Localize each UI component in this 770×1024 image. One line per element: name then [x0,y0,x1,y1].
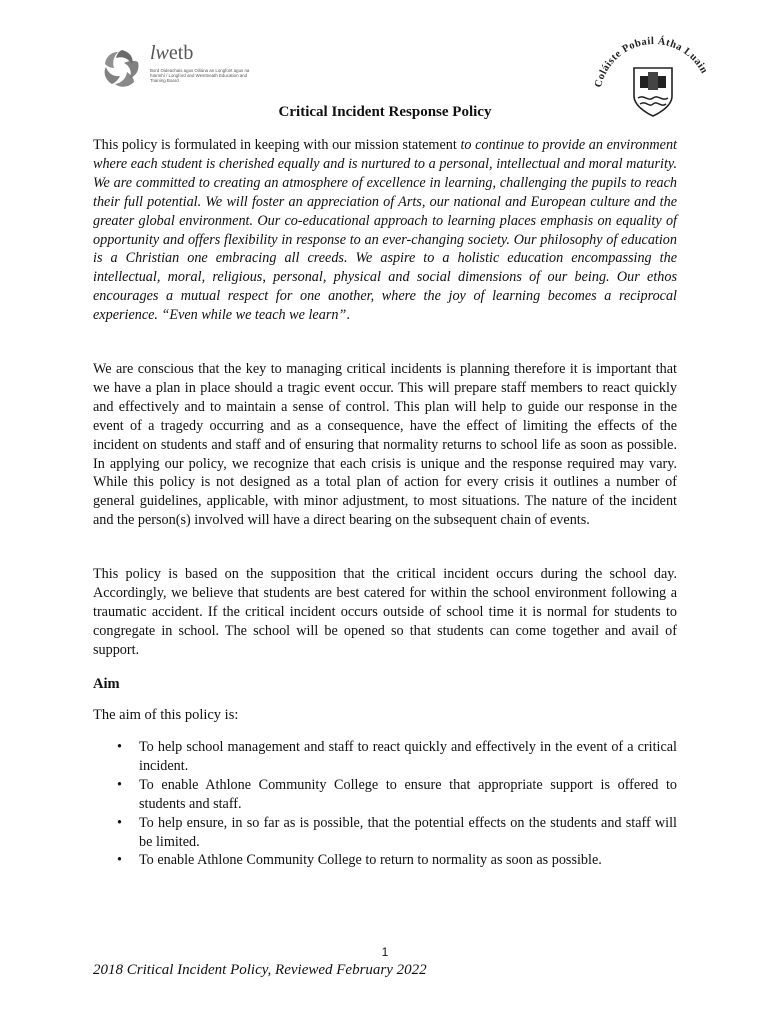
page-footer: 2018 Critical Incident Policy, Reviewed February 2022 [93,962,427,978]
aim-heading: Aim [93,676,120,692]
aim-intro: The aim of this policy is: [93,707,239,723]
swirl-emblem-icon [100,46,144,90]
intro-lead: This policy is formulated in keeping with our mission statement [93,137,461,153]
page-number: 1 [381,945,389,959]
document-title: Critical Incident Response Policy [278,104,492,120]
bullet-icon: • [117,739,122,755]
intro-paragraph: This policy is formulated in keeping with our mission statement to continue to provide an environment where each student is cherished equally and is nurtured to a personal, intellectual and moral maturity. We are committed to creating an atmosphere of excellence in learning, challenging the pupils to reach their full potential. We will foster an appreciation of Arts, our national and European culture and the greater global environment. Our co-educational approach to learning places emphasis on equality of opportunity and offers flexibility in response to an ever-changing society. Our philosophy of education is a Christian one embracing all creeds. We aspire to a holistic education encompassing the intellectual, moral, religious, personal, physical and social dimensions of our being. Our ethos encourages a mutual respect for one another, where the joy of learning becomes a reciprocal experience. “Even while we teach we learn”. [93,137,677,324]
bullet-icon: • [117,814,122,831]
lwetb-logo [100,42,250,92]
planning-paragraph: We are conscious that the key to managing critical incidents is planning therefore it is important that we have a plan in place should a tragic event occur. This will prepare staff members to react quickly and effectively and to maintain a sense of control. This plan will help to guide our response in the event of a tragedy occurring and as a consequence, have the effect of limiting the effects of the incident on students and staff and of ensuring that normality returns to school life as soon as possible. In applying our policy, we recognize that each crisis is unique and the response required may vary. While this policy is not designed as a total plan of action for every crisis it outlines a number of general guidelines, applicable, with minor adjustment, to most situations. The nature of the incident and the person(s) involved will have a direct bearing on the subsequent chain of events. [93,361,677,529]
aim-list-item: • To enable Athlone Community College to return to normality as soon as possible. [117,852,602,869]
mission-statement: to continue to provide an environment where each student is cherished equally and is nurtured to a personal, intellectual and moral maturity. We are committed to creating an atmosphere of excellence in learning, challenging the pupils to reach their full potential. We will foster an appreciation of Arts, our national and European culture and the greater global environment. Our co-educational approach to learning places emphasis on equality of opportunity and offers flexibility in response to an ever-changing society. Our philosophy of education is a Christian one embracing all creeds. We aspire to a holistic education encompassing the intellectual, moral, religious, personal, physical and social dimensions of our being. Our ethos encourages a mutual respect for one another, where the joy of learning becomes a reciprocal experience. “Even while we teach we learn” [93,137,677,324]
aim-list [93,738,677,870]
lwetb-subtitle: Bord Oideachais agus Oiliúna an Longfoirt agus na hIarmhí / Longford and Westmeath Education and Training Board [150,68,250,84]
aim-list-item: • To help school management and staff to react quickly and effectively in the event of a critical incident. [117,739,677,774]
aim-list-item: • To enable Athlone Community College to ensure that appropriate support is offered to students and staff. [117,776,677,812]
bullet-icon: • [117,852,122,869]
lwetb-wordmark: lwetb [150,42,194,64]
svg-text:Coláiste Pobail Átha Luain: Coláiste Pobail Átha Luain [593,35,710,89]
aim-list-item: • To help ensure, in so far as is possible, that the potential effects on the students and staff will be limited. [117,814,677,850]
supposition-paragraph: This policy is based on the supposition that the critical incident occurs during the school day. Accordingly, we believe that students are best catered for within the school environment following a traumatic accident. If the critical incident occurs outside of school time it is normal for students to congregate in school. The school will be opened so that students can come together and avail of support. [93,566,677,658]
bullet-icon: • [117,776,122,793]
